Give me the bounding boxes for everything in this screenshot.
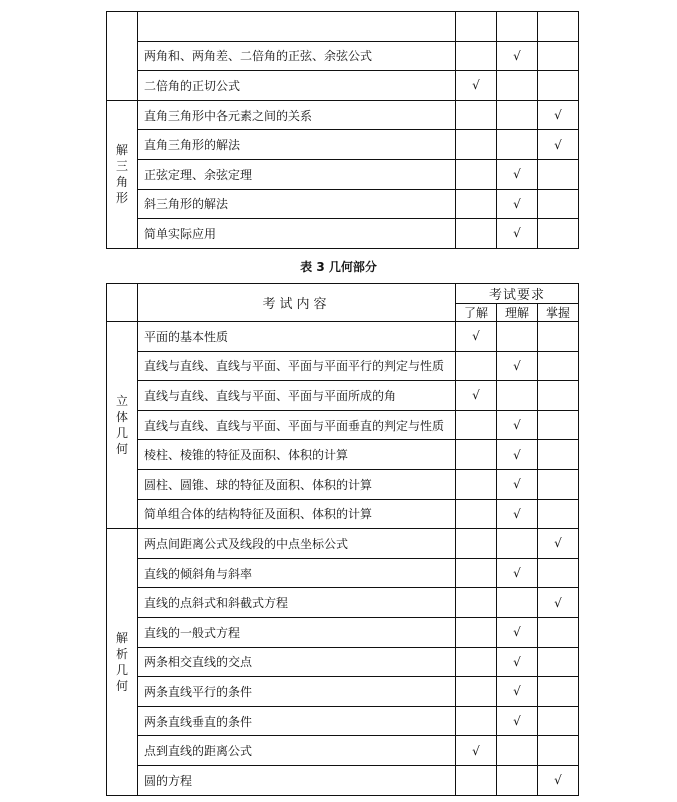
mark-master — [538, 41, 579, 71]
table-row — [107, 736, 579, 766]
item-cell: 直角三角形中各元素之间的关系 — [138, 100, 456, 130]
item-cell: 圆的方程 — [138, 765, 456, 795]
mark-understand — [456, 351, 497, 381]
item-cell: 圆柱、圆锥、球的特征及面积、体积的计算 — [138, 469, 456, 499]
mark-comprehend: √ — [497, 558, 538, 588]
mark-comprehend: √ — [497, 351, 538, 381]
mark-comprehend — [497, 100, 538, 130]
item-cell: 二倍角的正切公式 — [138, 71, 456, 101]
mark-master — [538, 12, 579, 42]
mark-comprehend: √ — [497, 159, 538, 189]
table-row — [107, 706, 579, 736]
item-cell: 两点间距离公式及线段的中点坐标公式 — [138, 529, 456, 559]
item-cell: 两条直线垂直的条件 — [138, 706, 456, 736]
mark-understand — [456, 706, 497, 736]
item-cell: 简单组合体的结构特征及面积、体积的计算 — [138, 499, 456, 529]
mark-understand: √ — [456, 322, 497, 352]
mark-comprehend: √ — [497, 677, 538, 707]
category-label: 解三角形 — [115, 143, 128, 206]
mark-comprehend: √ — [497, 647, 538, 677]
mark-understand — [456, 12, 497, 42]
mark-understand: √ — [456, 736, 497, 766]
mark-master — [538, 706, 579, 736]
mark-comprehend — [497, 588, 538, 618]
mark-understand: √ — [456, 381, 497, 411]
item-cell: 斜三角形的解法 — [138, 189, 456, 219]
mark-understand — [456, 647, 497, 677]
mark-master — [538, 736, 579, 766]
item-cell: 直线的一般式方程 — [138, 617, 456, 647]
table-geometry — [106, 283, 579, 796]
category-cell — [107, 529, 138, 795]
mark-comprehend: √ — [497, 189, 538, 219]
mark-understand — [456, 469, 497, 499]
content-header: 考试内容 — [138, 284, 456, 322]
requirement-header: 考试要求 — [456, 284, 579, 304]
item-cell: 两条直线平行的条件 — [138, 677, 456, 707]
mark-master — [538, 189, 579, 219]
mark-comprehend: √ — [497, 440, 538, 470]
table-row — [107, 469, 579, 499]
category-label: 立体几何 — [115, 394, 128, 457]
item-cell: 直线的点斜式和斜截式方程 — [138, 588, 456, 618]
mark-understand — [456, 588, 497, 618]
mark-understand — [456, 529, 497, 559]
mark-understand — [456, 41, 497, 71]
item-cell: 直线的倾斜角与斜率 — [138, 558, 456, 588]
mark-master — [538, 322, 579, 352]
mark-master — [538, 219, 579, 249]
mark-understand — [456, 558, 497, 588]
mark-comprehend — [497, 71, 538, 101]
table-row — [107, 677, 579, 707]
table-row — [107, 189, 579, 219]
table-row — [107, 617, 579, 647]
mark-understand — [456, 677, 497, 707]
mark-master — [538, 71, 579, 101]
table-row — [107, 410, 579, 440]
mark-understand — [456, 219, 497, 249]
mark-master: √ — [538, 100, 579, 130]
table-row — [107, 351, 579, 381]
mark-understand — [456, 159, 497, 189]
table-row — [107, 647, 579, 677]
table-trig — [106, 11, 579, 249]
table-row — [107, 381, 579, 411]
mark-master — [538, 469, 579, 499]
level-header-master: 掌握 — [538, 304, 579, 322]
item-cell: 正弦定理、余弦定理 — [138, 159, 456, 189]
table-row — [107, 41, 579, 71]
mark-comprehend — [497, 736, 538, 766]
item-cell — [138, 12, 456, 42]
table-row — [107, 499, 579, 529]
mark-comprehend — [497, 765, 538, 795]
mark-understand — [456, 499, 497, 529]
mark-master: √ — [538, 529, 579, 559]
item-cell: 简单实际应用 — [138, 219, 456, 249]
table-row — [107, 71, 579, 101]
table-row — [107, 440, 579, 470]
mark-comprehend: √ — [497, 706, 538, 736]
table-row — [107, 322, 579, 352]
mark-master — [538, 351, 579, 381]
mark-understand — [456, 440, 497, 470]
table-row — [107, 219, 579, 249]
table-row — [107, 529, 579, 559]
mark-understand — [456, 617, 497, 647]
table-row — [107, 588, 579, 618]
item-cell: 两条相交直线的交点 — [138, 647, 456, 677]
mark-master — [538, 647, 579, 677]
item-cell: 直线与直线、直线与平面、平面与平面平行的判定与性质 — [138, 351, 456, 381]
table-row — [107, 130, 579, 160]
level-header-comprehend: 理解 — [497, 304, 538, 322]
mark-comprehend — [497, 322, 538, 352]
mark-understand — [456, 189, 497, 219]
mark-master: √ — [538, 130, 579, 160]
mark-comprehend: √ — [497, 469, 538, 499]
mark-understand — [456, 410, 497, 440]
mark-master — [538, 410, 579, 440]
mark-understand — [456, 100, 497, 130]
mark-understand — [456, 765, 497, 795]
mark-understand — [456, 130, 497, 160]
item-cell: 两角和、两角差、二倍角的正弦、余弦公式 — [138, 41, 456, 71]
mark-understand: √ — [456, 71, 497, 101]
table-caption: 表 3 几何部分 — [300, 260, 377, 274]
item-cell: 平面的基本性质 — [138, 322, 456, 352]
mark-comprehend: √ — [497, 499, 538, 529]
table-row — [107, 765, 579, 795]
category-label: 解析几何 — [115, 630, 128, 693]
mark-master — [538, 499, 579, 529]
category-cell — [107, 322, 138, 529]
mark-master: √ — [538, 765, 579, 795]
mark-master — [538, 381, 579, 411]
mark-comprehend — [497, 529, 538, 559]
item-cell: 棱柱、棱锥的特征及面积、体积的计算 — [138, 440, 456, 470]
mark-master — [538, 159, 579, 189]
mark-master — [538, 558, 579, 588]
mark-comprehend — [497, 12, 538, 42]
header-row — [107, 284, 579, 304]
item-cell: 直角三角形的解法 — [138, 130, 456, 160]
mark-master — [538, 617, 579, 647]
level-header-understand: 了解 — [456, 304, 497, 322]
mark-comprehend: √ — [497, 219, 538, 249]
mark-master — [538, 440, 579, 470]
mark-master: √ — [538, 588, 579, 618]
table-row — [107, 12, 579, 42]
item-cell: 直线与直线、直线与平面、平面与平面所成的角 — [138, 381, 456, 411]
table-row — [107, 100, 579, 130]
table-row — [107, 558, 579, 588]
mark-comprehend: √ — [497, 41, 538, 71]
mark-comprehend — [497, 130, 538, 160]
item-cell: 直线与直线、直线与平面、平面与平面垂直的判定与性质 — [138, 410, 456, 440]
category-cell — [107, 100, 138, 248]
table-row — [107, 159, 579, 189]
mark-comprehend: √ — [497, 617, 538, 647]
mark-comprehend: √ — [497, 410, 538, 440]
mark-comprehend — [497, 381, 538, 411]
category-cell-continued — [107, 12, 138, 101]
category-header — [107, 284, 138, 322]
mark-master — [538, 677, 579, 707]
item-cell: 点到直线的距离公式 — [138, 736, 456, 766]
